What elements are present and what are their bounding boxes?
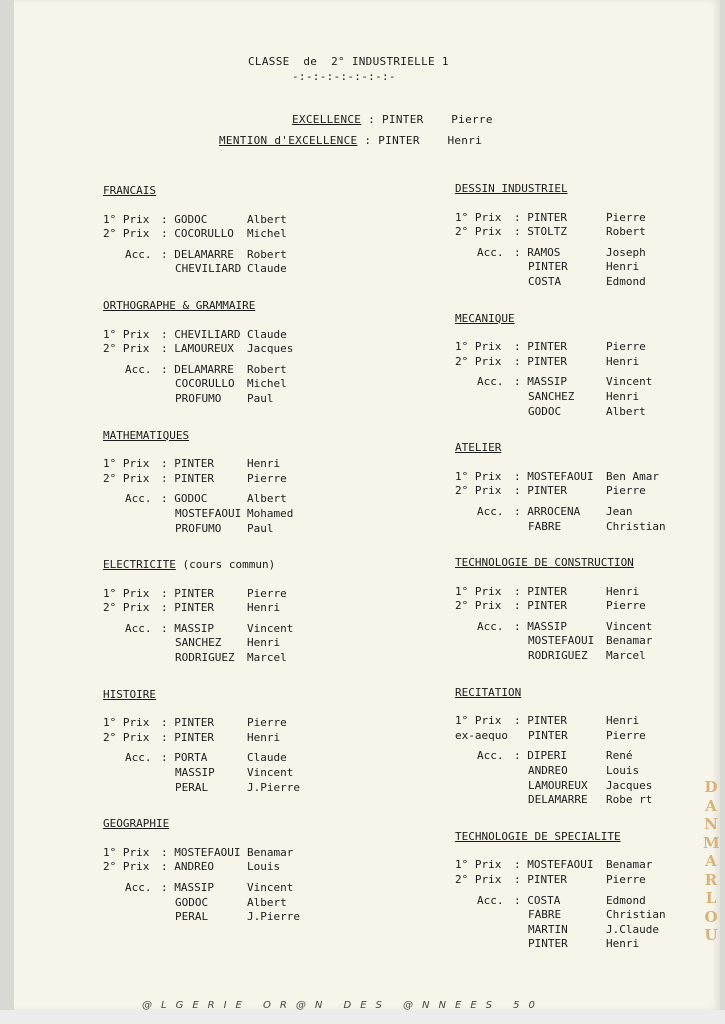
award-row xyxy=(455,858,653,873)
award-row xyxy=(103,342,294,357)
student-firstname: Edmond xyxy=(606,893,646,907)
award-row xyxy=(455,793,653,808)
student-surname: PROFUMO xyxy=(175,391,222,405)
student-surname: MASSIP xyxy=(175,766,215,780)
mention-value: : PINTER Henri xyxy=(357,134,483,147)
award-row xyxy=(455,619,653,635)
scan-border xyxy=(0,1010,725,1024)
excellence-value: : PINTER Pierre xyxy=(361,113,493,126)
student-surname: LAMOUREUX xyxy=(528,778,588,792)
student-firstname: Ben Amar xyxy=(606,469,659,483)
student-firstname: Christian xyxy=(606,519,666,533)
award-row xyxy=(455,922,659,938)
section-title xyxy=(103,299,275,314)
student-firstname: Claude xyxy=(247,262,287,276)
award-row xyxy=(455,260,640,275)
student-surname: FABRE xyxy=(528,908,562,922)
award-row xyxy=(103,651,287,666)
award-rank: 2° Prix xyxy=(455,354,502,368)
section-title-text: GEOGRAPHIE xyxy=(103,817,170,831)
student-firstname: Marcel xyxy=(247,651,287,665)
student-surname: : PINTER xyxy=(514,484,567,498)
section-title-text: RECITATION xyxy=(455,685,522,699)
student-firstname: Henri xyxy=(606,260,640,274)
student-surname: : PINTER xyxy=(161,601,214,615)
student-surname: : PINTER xyxy=(514,873,567,886)
section-title xyxy=(103,817,275,832)
student-surname: : MASSIP xyxy=(161,621,214,635)
award-row xyxy=(455,634,653,649)
section-title-text: DESSIN INDUSTRIEL xyxy=(455,182,568,195)
award-row xyxy=(103,881,294,896)
student-surname: : MOSTEFAOUI xyxy=(514,858,594,872)
award-row xyxy=(455,225,646,240)
award-section xyxy=(455,182,646,290)
student-surname: : COSTA xyxy=(514,893,561,907)
student-firstname: Robert xyxy=(247,247,287,261)
award-rank: 2° Prix xyxy=(103,730,150,744)
excellence-label: EXCELLENCE xyxy=(292,113,362,126)
student-surname: : RAMOS xyxy=(514,245,561,259)
award-rank: 1° Prix xyxy=(455,584,502,598)
student-firstname: Benamar xyxy=(247,845,294,859)
student-firstname: Albert xyxy=(247,212,287,226)
student-firstname: Claude xyxy=(247,327,287,341)
student-firstname: Pierre xyxy=(247,716,287,730)
award-row xyxy=(455,404,646,420)
student-surname: : GODOC xyxy=(161,492,208,506)
student-surname: SANCHEZ xyxy=(528,389,575,403)
award-rank: 1° Prix xyxy=(455,469,502,483)
student-firstname: Mohamed xyxy=(247,506,294,520)
student-surname: PERAL xyxy=(175,910,209,924)
watermark-letter: R xyxy=(704,870,718,889)
student-firstname: Benamar xyxy=(606,858,653,872)
award-row xyxy=(455,908,666,923)
student-firstname: Henri xyxy=(247,730,281,744)
award-row xyxy=(455,764,640,779)
student-firstname: Henri xyxy=(606,937,640,951)
award-row xyxy=(455,245,646,261)
watermark-letter: O xyxy=(704,907,718,926)
student-surname: GODOC xyxy=(528,404,562,418)
award-row xyxy=(103,522,275,537)
student-firstname: Albert xyxy=(247,895,287,909)
award-row xyxy=(455,649,646,664)
award-row xyxy=(455,714,640,729)
student-surname: MOSTEFAOUI xyxy=(528,634,595,648)
award-row xyxy=(103,845,294,861)
award-row xyxy=(103,327,287,343)
award-row xyxy=(103,471,287,487)
award-row xyxy=(455,469,659,485)
student-surname: : DELAMARRE xyxy=(161,362,234,376)
award-row xyxy=(103,621,294,637)
student-surname: FABRE xyxy=(528,519,562,533)
student-surname: PINTER xyxy=(528,937,568,951)
student-firstname: Henri xyxy=(247,457,281,471)
student-surname: : PINTER xyxy=(161,716,214,730)
student-firstname: René xyxy=(606,749,633,763)
watermark-letter: A xyxy=(705,796,717,815)
student-surname: : PINTER xyxy=(514,599,567,613)
footer-caption: @LGERIE OR@N DES @NNEES 50 xyxy=(142,1000,544,1011)
award-rank: 1° Prix xyxy=(455,714,502,728)
student-surname: : PINTER xyxy=(514,714,567,728)
award-rank: 1° Prix xyxy=(103,212,150,226)
award-row xyxy=(103,392,275,407)
award-rank: 1° Prix xyxy=(103,327,150,341)
award-rank: Acc. xyxy=(125,492,152,506)
student-firstname: Henri xyxy=(247,636,281,650)
student-firstname: Robert xyxy=(606,225,646,239)
award-row xyxy=(103,860,281,875)
student-surname: : PINTER xyxy=(161,586,214,600)
award-section xyxy=(455,829,666,952)
award-rank: 2° Prix xyxy=(103,860,150,874)
student-firstname: Edmond xyxy=(606,274,646,288)
student-firstname: Albert xyxy=(606,404,646,418)
student-surname: : ARROCENA xyxy=(514,504,581,518)
award-section xyxy=(455,441,666,534)
student-firstname: Michel xyxy=(247,227,287,241)
student-firstname: Pierre xyxy=(606,599,646,613)
award-row xyxy=(103,247,287,263)
student-firstname: Pierre xyxy=(606,340,646,354)
student-surname: : MOSTEFAOUI xyxy=(161,845,241,859)
student-firstname: Jean xyxy=(606,504,633,518)
award-rank: 1° Prix xyxy=(103,716,150,730)
award-rank: ex-aequo xyxy=(455,728,508,742)
award-rank: Acc. xyxy=(477,749,504,763)
student-surname: CHEVILIARD xyxy=(175,262,242,276)
award-rank: Acc. xyxy=(125,751,152,765)
student-firstname: Robe rt xyxy=(606,793,653,807)
student-surname: RODRIGUEZ xyxy=(528,649,588,663)
student-firstname: Jacques xyxy=(247,342,294,356)
student-firstname: Claude xyxy=(247,751,287,765)
student-surname: : MASSIP xyxy=(514,375,567,389)
award-row xyxy=(455,210,646,226)
award-rank: Acc. xyxy=(125,621,152,635)
student-firstname: Louis xyxy=(606,764,640,778)
watermark-letter: A xyxy=(705,852,717,870)
student-surname: SANCHEZ xyxy=(175,636,222,650)
student-firstname: Benamar xyxy=(606,634,653,648)
student-firstname: Vincent xyxy=(247,766,294,780)
student-firstname: J.Claude xyxy=(606,922,659,936)
award-rank: Acc. xyxy=(477,504,504,518)
watermark xyxy=(703,778,719,945)
student-firstname: Henri xyxy=(247,601,281,615)
award-row xyxy=(103,212,287,228)
student-firstname: Henri xyxy=(606,354,640,368)
student-surname: PROFUMO xyxy=(175,521,222,535)
award-rank: 2° Prix xyxy=(103,342,150,356)
student-surname: PINTER xyxy=(528,728,568,742)
award-rank: 2° Prix xyxy=(455,599,502,613)
section-title-text: ORTHOGRAPHE & GRAMMAIRE xyxy=(103,298,256,312)
award-rank: 1° Prix xyxy=(455,858,502,872)
award-row xyxy=(455,778,653,794)
watermark-letter: U xyxy=(704,926,718,944)
student-firstname: Vincent xyxy=(606,375,653,389)
award-rank: Acc. xyxy=(477,245,504,259)
award-rank: Acc. xyxy=(125,247,152,261)
student-firstname: Pierre xyxy=(247,471,287,485)
student-firstname: Paul xyxy=(247,521,274,535)
watermark-letter: D xyxy=(704,778,718,796)
section-title-suffix: (cours commun) xyxy=(175,558,276,572)
award-row xyxy=(455,484,646,499)
award-rank: Acc. xyxy=(125,362,152,376)
student-surname: ANDREO xyxy=(528,764,568,778)
student-surname: : PINTER xyxy=(514,340,567,354)
student-surname: : PINTER xyxy=(161,730,214,744)
student-firstname: Robert xyxy=(247,362,287,376)
award-rank: 2° Prix xyxy=(455,484,502,498)
right-column xyxy=(455,182,666,952)
award-section xyxy=(103,558,294,666)
award-row xyxy=(455,893,646,909)
student-surname: : MOSTEFAOUI xyxy=(514,469,594,483)
student-surname: : MASSIP xyxy=(161,881,214,894)
award-section xyxy=(103,184,287,277)
section-title-text: MECANIQUE xyxy=(455,311,515,325)
student-firstname: Pierre xyxy=(606,728,646,742)
award-rank: Acc. xyxy=(477,619,504,633)
award-row xyxy=(455,375,653,390)
page-title: CLASSE de 2° INDUSTRIELLE 1 xyxy=(248,55,449,68)
student-surname: DELAMARRE xyxy=(528,793,588,807)
student-surname: : MASSIP xyxy=(514,619,567,633)
section-title xyxy=(455,830,634,845)
award-row xyxy=(455,340,646,355)
mention-line xyxy=(219,134,482,148)
student-firstname: Vincent xyxy=(247,881,294,894)
student-firstname: Paul xyxy=(247,391,274,405)
student-firstname: Joseph xyxy=(606,245,646,259)
section-title xyxy=(103,429,275,444)
student-surname: : GODOC xyxy=(161,212,208,226)
student-firstname: Pierre xyxy=(606,484,646,498)
title-dash-line: -:-:-:-:-:-:-:- xyxy=(292,70,396,83)
section-title-text: TECHNOLOGIE DE CONSTRUCTION xyxy=(455,556,634,570)
award-rank: 2° Prix xyxy=(103,601,150,615)
student-firstname: J.Pierre xyxy=(247,910,300,924)
student-firstname: Henri xyxy=(606,389,640,403)
student-firstname: Vincent xyxy=(606,619,653,633)
section-title xyxy=(103,558,275,573)
section-title xyxy=(103,184,275,199)
student-surname: : STOLTZ xyxy=(514,225,567,239)
award-section xyxy=(455,311,653,420)
award-row xyxy=(103,586,287,602)
student-surname: : PINTER xyxy=(161,471,214,485)
student-surname: COSTA xyxy=(528,274,562,288)
award-rank: 1° Prix xyxy=(103,457,150,471)
student-surname: COCORULLO xyxy=(175,377,235,391)
award-section xyxy=(455,556,653,664)
student-firstname: Marcel xyxy=(606,649,646,663)
student-surname: MOSTEFAOUI xyxy=(175,506,242,520)
section-title xyxy=(455,182,634,197)
award-row xyxy=(455,505,634,520)
student-firstname: J.Pierre xyxy=(247,780,300,794)
award-row xyxy=(455,599,646,614)
section-title-text: MATHEMATIQUES xyxy=(103,428,190,442)
section-title-text: TECHNOLOGIE DE SPECIALITE xyxy=(455,829,621,843)
section-title-text: HISTOIRE xyxy=(103,687,156,701)
award-row xyxy=(455,274,646,290)
student-firstname: Jacques xyxy=(606,778,653,792)
award-row xyxy=(455,584,640,600)
award-section xyxy=(103,687,300,796)
award-row xyxy=(103,730,281,746)
award-rank: Acc. xyxy=(125,881,152,894)
student-firstname: Louis xyxy=(247,860,281,874)
award-rank: 1° Prix xyxy=(103,586,150,600)
award-section xyxy=(103,298,294,407)
student-surname: : DELAMARRE xyxy=(161,247,234,261)
student-surname: : PINTER xyxy=(514,584,567,598)
award-row xyxy=(103,766,294,781)
section-title xyxy=(455,312,634,327)
award-section xyxy=(103,817,300,925)
award-rank: 2° Prix xyxy=(455,873,502,886)
section-title-text: FRANCAIS xyxy=(103,184,156,197)
student-surname: : PINTER xyxy=(514,210,567,224)
award-row xyxy=(103,601,281,616)
section-title-text: ELECTRICITE xyxy=(103,558,176,572)
student-surname: : LAMOUREUX xyxy=(161,342,234,356)
award-row xyxy=(455,728,646,744)
award-row xyxy=(103,492,287,507)
student-surname: MARTIN xyxy=(528,922,568,936)
excellence-line xyxy=(292,113,493,127)
award-row xyxy=(103,457,281,472)
section-title xyxy=(455,441,634,456)
award-row xyxy=(455,354,640,370)
section-title xyxy=(103,688,275,703)
left-column xyxy=(103,184,300,925)
section-title xyxy=(455,556,634,571)
award-row xyxy=(103,377,287,392)
student-firstname: Vincent xyxy=(247,621,294,635)
award-rank: 2° Prix xyxy=(103,471,150,485)
student-surname: : PINTER xyxy=(161,457,214,471)
student-firstname: Christian xyxy=(606,908,666,922)
student-surname: : CHEVILIARD xyxy=(161,327,241,341)
award-rank: 1° Prix xyxy=(455,210,502,224)
student-surname: PINTER xyxy=(528,260,568,274)
award-row xyxy=(103,227,287,242)
award-row xyxy=(103,751,287,766)
award-row xyxy=(455,519,666,535)
award-rank: Acc. xyxy=(477,893,504,907)
award-row xyxy=(103,636,281,651)
award-row xyxy=(103,895,287,911)
award-row xyxy=(103,506,294,522)
student-surname: PERAL xyxy=(175,780,209,794)
student-firstname: Michel xyxy=(247,377,287,391)
watermark-letter: L xyxy=(705,889,717,907)
award-row xyxy=(455,873,646,888)
student-surname: : DIPERI xyxy=(514,749,567,763)
section-title xyxy=(455,686,634,701)
watermark-letter: M xyxy=(703,833,720,852)
award-section xyxy=(455,685,653,808)
student-surname: : PINTER xyxy=(514,354,567,368)
award-rank: 1° Prix xyxy=(455,340,502,354)
award-row xyxy=(455,937,640,952)
student-firstname: Pierre xyxy=(606,873,646,886)
student-surname: RODRIGUEZ xyxy=(175,651,235,665)
award-rank: 1° Prix xyxy=(103,845,150,859)
award-row xyxy=(103,362,287,378)
award-row xyxy=(455,749,634,764)
award-row xyxy=(103,780,300,796)
student-surname: : COCORULLO xyxy=(161,227,234,241)
student-firstname: Pierre xyxy=(606,210,646,224)
award-row xyxy=(103,910,300,925)
award-row xyxy=(103,262,287,277)
section-title-text: ATELIER xyxy=(455,441,502,455)
award-rank: 2° Prix xyxy=(455,225,502,239)
student-surname: : ANDREO xyxy=(161,860,214,874)
student-firstname: Pierre xyxy=(247,586,287,600)
award-rank: 2° Prix xyxy=(103,227,150,241)
student-surname: : PORTA xyxy=(161,751,208,765)
watermark-letter: N xyxy=(704,815,718,833)
student-firstname: Henri xyxy=(606,714,640,728)
award-row xyxy=(455,389,640,405)
award-row xyxy=(103,716,287,731)
award-section xyxy=(103,428,294,537)
student-firstname: Albert xyxy=(247,492,287,506)
student-surname: GODOC xyxy=(175,895,209,909)
student-firstname: Henri xyxy=(606,584,640,598)
mention-label: MENTION d'EXCELLENCE xyxy=(219,134,358,147)
award-rank: Acc. xyxy=(477,375,504,389)
